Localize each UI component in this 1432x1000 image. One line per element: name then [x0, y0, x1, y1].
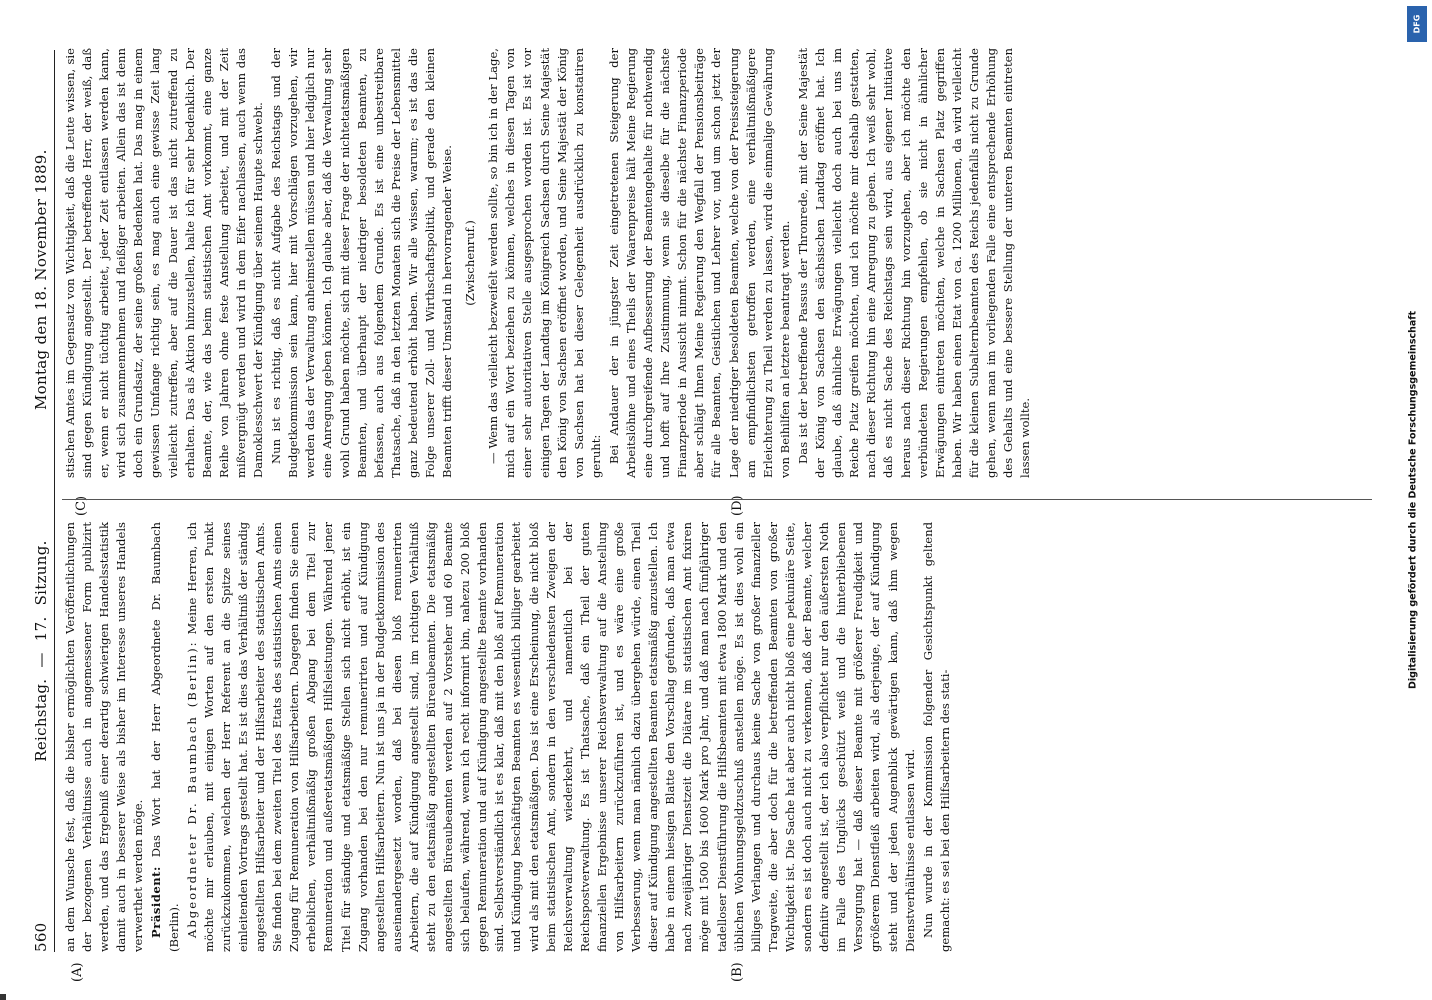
margin-letter-b: (B) — [730, 962, 745, 982]
running-head: Reichstag. — 17. Sitzung. — [32, 540, 50, 762]
paragraph-text: Das Wort hat der Herr Abgeordnete Dr. Baumbach (Berlin). — [149, 522, 181, 952]
paragraph: Nun ist es richtig, daß es nicht Aufgabe des Reichstags und der Budgetkommission sein kann, hier mit Vorschlägen vorzugehen, wir werden das der Verwaltung anheimstellen müssen und hier lediglich nur eine Anregung geben können. Ich glaube aber, daß die Verwaltung sehr wohl Grund haben möchte, sich mit dieser Frage der nichtetatsmäßigen Beamten, und überhaupt der niedriger besoldeten Beamten, zu befassen, auch aus folgendem Grunde. Es ist eine unbestreitbare Thatsache, daß in den letzten Monaten sich die Preise der Lebensmittel ganz bedeutend erhöht haben. Wir alle wissen, warum; es ist das die Folge unserer Zoll- und Wirthschaftspolitik, und gerade den kleinen Beamten trifft dieser Umstand in hervorragender Weise. — [269, 48, 455, 478]
paragraph — [184, 522, 919, 952]
dfg-logo: DFG — [1407, 6, 1427, 42]
paragraph: an dem Wunsche fest, daß die bisher ermöglichten Veröffentlichungen der bezogenen Verhältnisse auch in angemessener Form publizirt werden, und das Ergebniß einer derartig schwierigen Handelsstatistik damit auch in besserer Weise als bisher im Interesse unseres Handels verwerthet werden möge. — [63, 522, 146, 952]
column-separator — [62, 499, 1372, 500]
scan-mark — [0, 994, 6, 1000]
digitization-credit — [1402, 0, 1424, 1000]
paragraph-text: Meine Herren, ich möchte mir erlauben, mit einigen Worten auf den ersten Punkt zurückzukommen, welchen der Herr Referent an die Spitze seines einleitenden Vortrags gestellt hat. Es ist dies das Verhältniß der ständig angestellten Hilfsarbeiter und der Hilfsarbeiter des statistischen Amts. Sie finden bei dem zweiten Titel des Etats des statistischen Amts einen Zugang für Remuneration von Hilfsarbeitern. Dagegen finden Sie einen erheblichen, verhältnißmäßig großen Abgang bei dem Titel zur Remuneration und außeretatsmäßigen Hilfsleistungen. Während jener Titel für ständige und etatsmäßige Stellen sich nicht erhöht, ist ein Zugang vorhanden bei den nur remunerirten und auf Kündigung angestellten Hilfsarbeitern. Nun ist uns ja in der Budgetkommission des auseinandergesetzt worden, daß bei diesen bloß remunerirten Arbeitern, die auf Kündigung angestellt sind, im richtigen Verhältniß steht zu den etatsmäßig angestellten Büreaubeamten. Die etatsmäßig angestellten Büreaubeamten werden auf 2 Vorsteher und 60 Beamte sich belaufen, während, wenn ich recht informirt bin, nahezu 200 bloß gegen Remuneration und auf Kündigung angestellte Beamte vorhanden sind. Selbstverständlich ist es klar, daß mit den bloß auf Remuneration und Kündigung beschäftigten Beamten es wesentlich billiger gearbeitet wird als mit den etatsmäßigen. Das ist eine Erscheinung, die nicht bloß beim statistischen Amt, sondern in den verschiedensten Zweigen der Reichsverwaltung wiederkehrt, und namentlich bei der Reichspostverwaltung. Es ist Thatsache, daß ein Theil der guten finanziellen Ergebnisse unserer Reichsverwaltung auf die Anstellung von Hilfsarbeitern zurückzuführen ist, und es wäre eine große Verbesserung, wenn man nämlich dazu übergehen würde, einen Theil dieser auf Kündigung angestellten Beamten etatsmäßig anzustellen. Ich habe in einem hiesigen Blatte den Vorschlag gefunden, daß man etwa nach zweijähriger Dienstzeit die Diätare im statistischen Amt fixiren möge mit 1500 bis 1600 Mark pro Jahr, und daß man nach fünfjähriger tadelloser Dienstführung die Hilfsbeamten mit etwa 1800 Mark und den üblichen Wohnungsgeldzuschuß anstellen möge. Es ist dies wohl ein billiges Verlangen und durchaus keine Sache von großer finanzieller Tragweite, die aber doch für die betreffenden Beamten von großer Wichtigkeit ist. Die Sache hat aber auch nicht bloß eine pekuniäre Seite, sondern es ist doch auch nicht zu verkennen, daß der Beamte, welcher definitiv angestellt ist, der ich also verpflichtet nur den äußersten Noth im Falle des Unglücks geschützt weiß und die hinterbliebenen Versorgung hat — daß dieser Beamte mit größerer Freudigkeit und größerem Dienstfleiß arbeiten wird, als derjenige, der auf Kündigung steht und der jeden Augenblick gewärtigen kann, daß ihm wegen Dienstverhältnisse entlassen wird. — [184, 522, 917, 952]
speaker-label: Präsident: — [149, 866, 164, 938]
scanned-page — [10, 10, 1422, 990]
margin-letter-a: (A) — [70, 962, 85, 982]
margin-letter-d: (D) — [730, 495, 745, 516]
speaker-label: Abgeordneter Dr. Baumbach (Berlin): — [184, 640, 199, 938]
page-header — [24, 50, 50, 952]
paragraph: stischen Amtes im Gegensatz von Wichtigkeit, daß die Leute wissen, sie sind gegen Kündigung angestellt. Der betreffende Herr, der weiß, daß er, wenn er nicht tüchtig arbeitet, jeder Zeit entlassen werden kann, wird sich zusammennehmen und fleißiger arbeiten. Allein das ist denn doch ein Grundsatz, der seine großen Bedenken hat. Das mag in einem gewissen Umfange richtig sein, es mag auch eine gewisse Zeit lang vielleicht zutreffen, aber auf die Dauer ist das nicht zutreffend zu erhalten. Das als Aktion hinzustellen, halte ich für sehr bedenklich. Der Beamte, der, wie das beim statistischen Amt vorkommt, eine ganze Reihe von Jahren ohne feste Anstellung arbeitet, und mit der Zeit mißvergnügt werden und wird in dem Eifer nachlassen, auch wenn das Damoklesschwert der Kündigung über seinem Haupte schwebt. — [63, 48, 266, 478]
paragraph: — Wenn das vielleicht bezweifelt werden sollte, so bin ich in der Lage, mich auf ein Wort beziehen zu können, welches in diesen Tagen von einer sehr autoritativen Stelle ausgesprochen worden ist. Es ist vor einigen Tagen der Landtag im Königreich Sachsen durch Seine Majestät den König von Sachsen eröffnet worden, und Seine Majestät der König von Sachsen hat bei dieser Gelegenheit ausdrücklich zu konstatiren geruht: — [486, 48, 603, 478]
margin-letter-c: (C) — [74, 495, 89, 516]
paragraph: Das ist der betreffende Passus der Thronrede, mit der Seine Majestät der König von Sachsen den sächsischen Landtag eröffnet hat. Ich glaube, daß ähnliche Erwägungen vielleicht doch auch bei uns im Reiche Platz greifen möchten, und ich möchte mir deshalb gestatten, nach dieser Richtung hin eine Anregung zu geben. Ich weiß sehr wohl, daß es nicht Sache des Reichstags sein wird, aus eigener Initiative heraus nach dieser Richtung hin vorzugehen, aber ich möchte den verbündeten Regierungen empfehlen, ob sie nicht in ähnlicher Erwägungen eintreten möchten, welche in Sachsen Platz gegriffen haben. Wir haben einen Etat von ca. 1200 Millionen, da wird vielleicht für die kleinen Subalternbeamten des Reichs jedenfalls nicht zu Grunde gehen, wenn man im vorliegenden Falle eine entsprechende Erhöhung des Gehalts und eine bessere Stellung der unteren Beamten eintreten lassen wollte. — [795, 48, 1033, 478]
session-date: Montag den 18. November 1889. — [32, 149, 50, 410]
credit-text: Digitalisierung gefördert durch die Deutsche Forschungsgemeinschaft — [1407, 311, 1419, 689]
header-rule — [54, 50, 55, 952]
quotation: Bei Andauer der in jüngster Zeit eingetretenen Steigerung der Arbeitslöhne und eines Theils der Waarenpreise hält Meine Regierung eine durchgreifende Aufbesserung der Beamtengehalte für nothwendig und hofft auf Ihre Zustimmung, wenn sie dieselbe für die nächste Finanzperiode in Aussicht nimmt. Schon für die nächste Finanzperiode aber schlägt Ihnen Meine Regierung den Wegfall der Pensionsbeiträge für alle Beamten, Geistlichen und Lehrer vor, und um schon jetzt der Lage der niedriger besoldeten Beamten, welche von der Preissteigerung am empfindlichsten getroffen werden, eine verhältnißmäßigere Erleichterung zu Theil werden zu lassen, wird die einmalige Gewährung von Beihilfen an letztere beantragt werden. — [606, 48, 792, 478]
paragraph — [148, 522, 182, 952]
left-column — [62, 522, 955, 952]
interjection: (Zwischenruf.) — [463, 220, 478, 306]
page-number: 560 — [32, 922, 50, 952]
paragraph: Nun wurde in der Kommission folgender Gesichtspunkt geltend gemacht: es sei bei den Hilfsarbeitern des stati- — [920, 522, 952, 952]
right-column — [62, 48, 1035, 478]
